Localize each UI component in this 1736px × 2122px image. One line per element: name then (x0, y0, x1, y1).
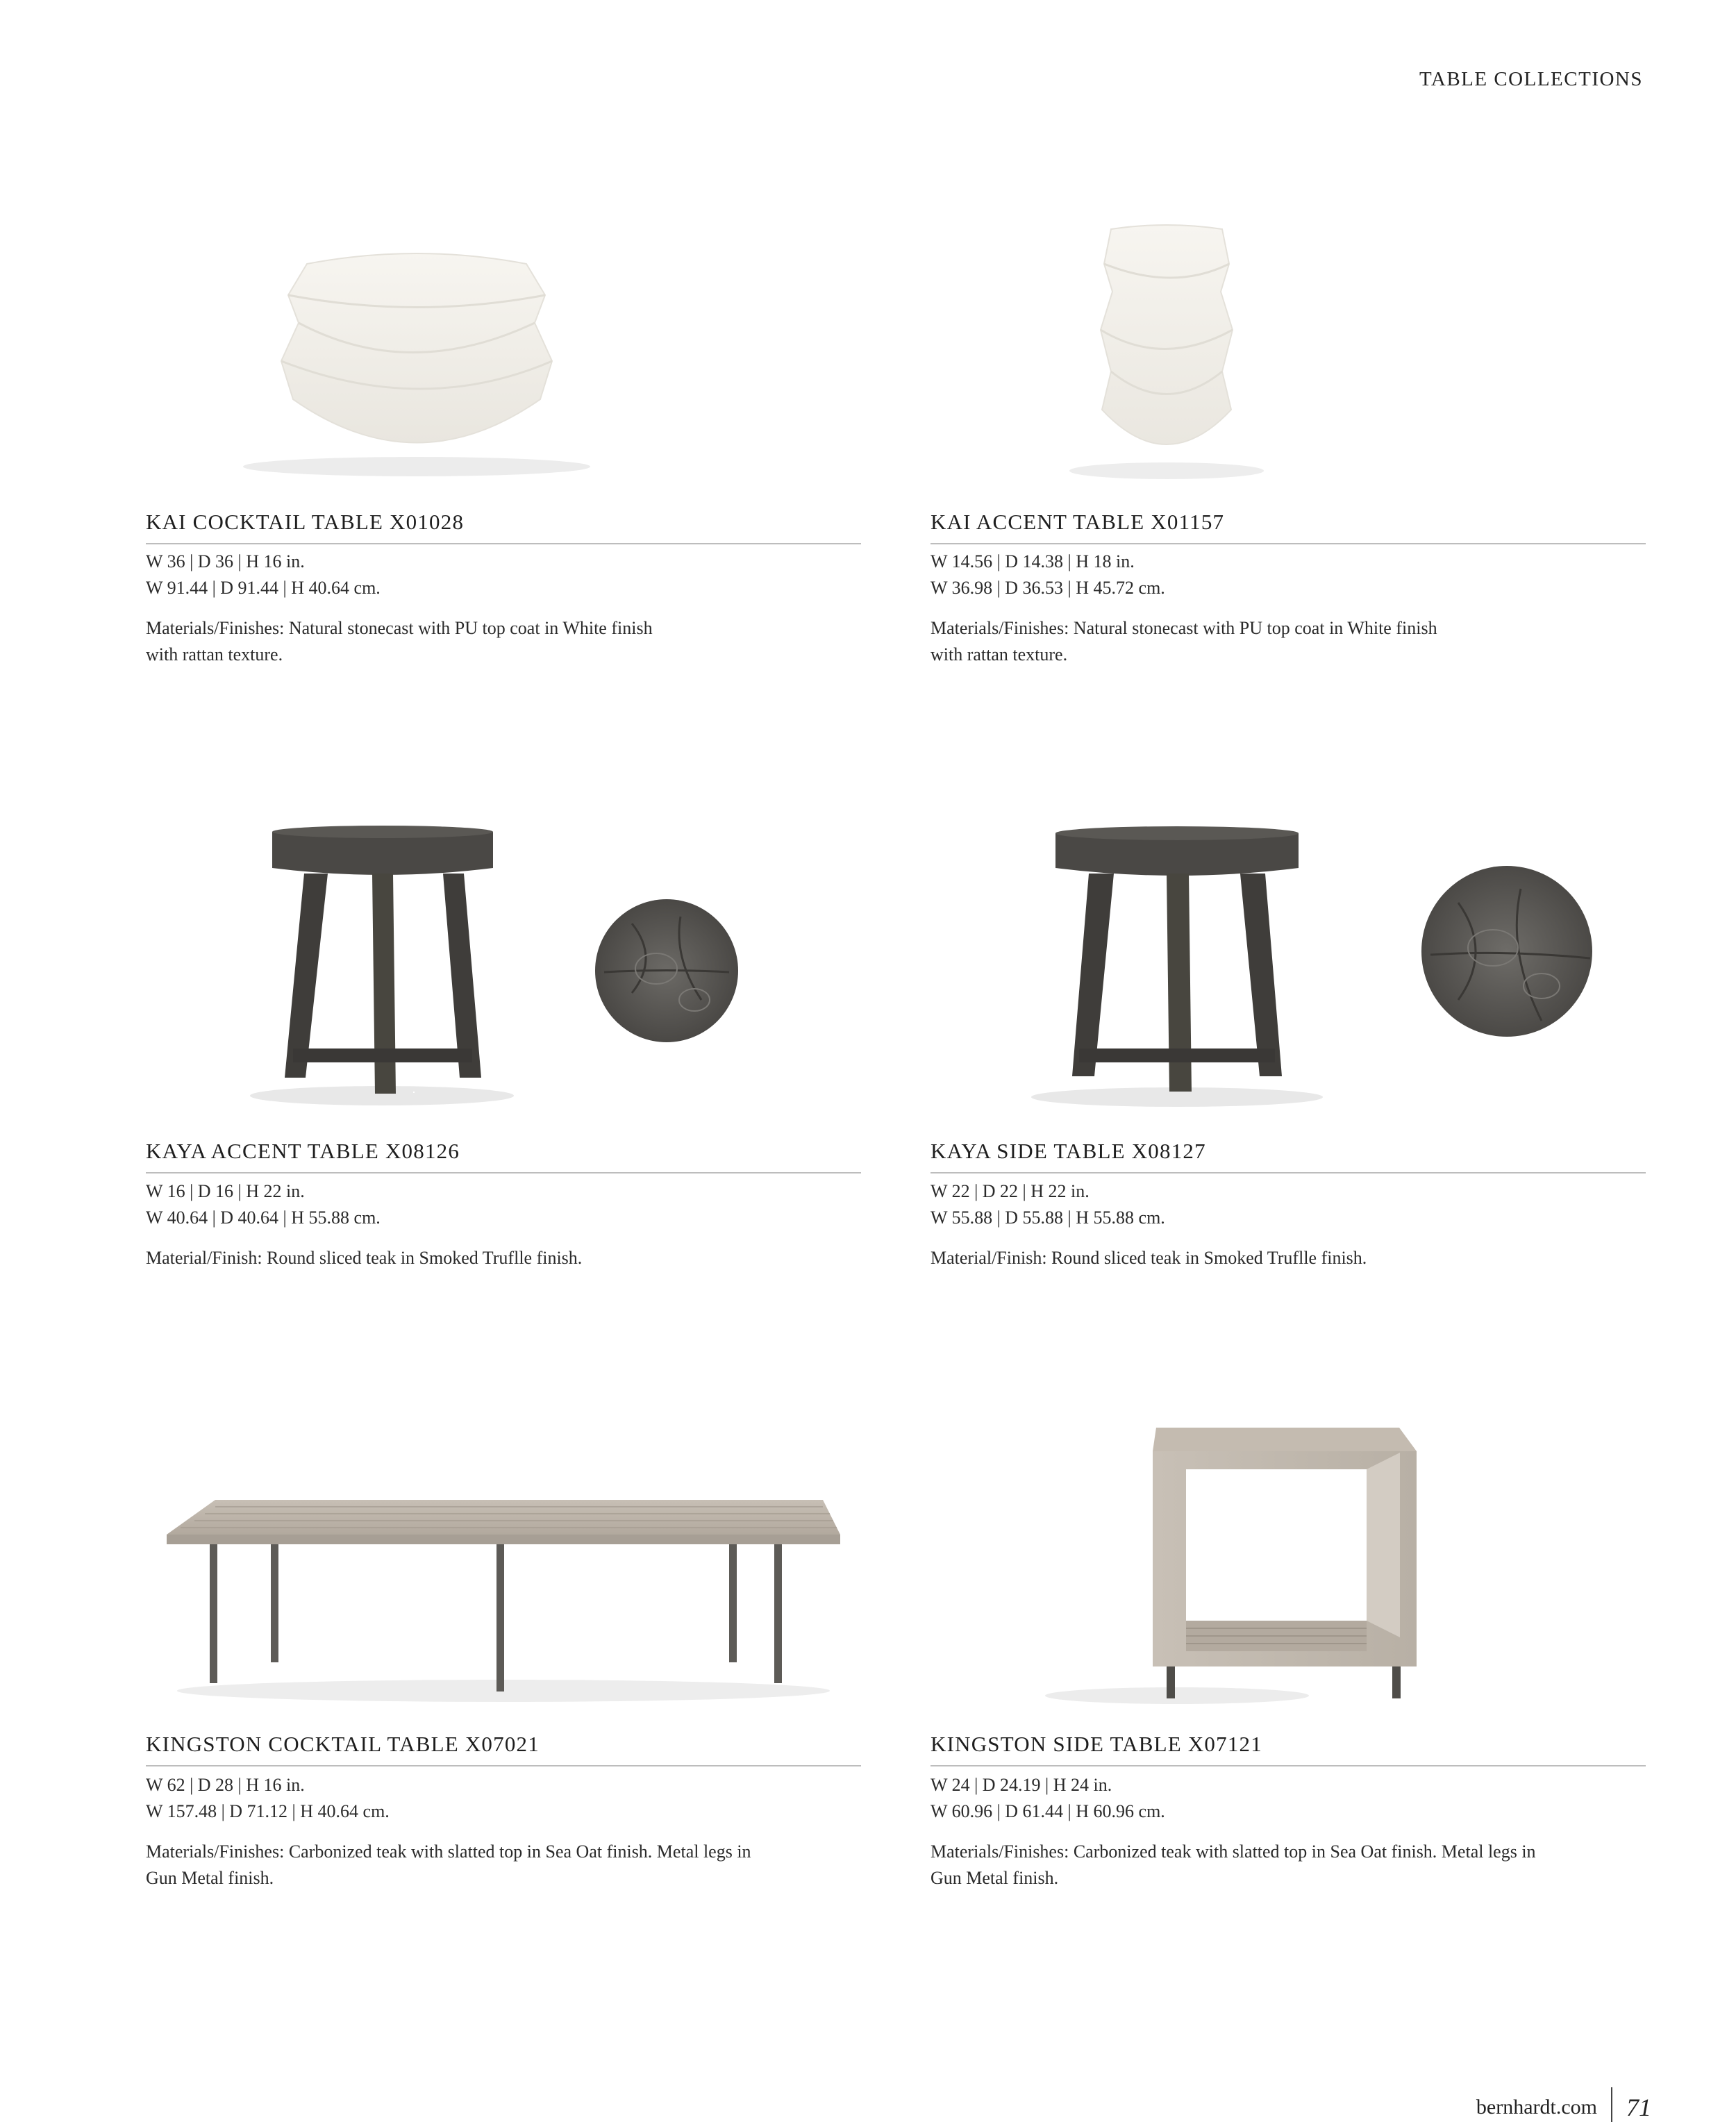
product-image (930, 819, 1646, 1111)
dimensions-cm: W 60.96 | D 61.44 | H 60.96 cm. (930, 1801, 1165, 1821)
materials-line-2: Gun Metal finish. (146, 1868, 274, 1888)
dimensions-cm: W 91.44 | D 91.44 | H 40.64 cm. (146, 578, 381, 598)
product-dimensions (146, 549, 381, 601)
product-image (146, 208, 861, 486)
product-materials (930, 1245, 1646, 1271)
product-materials (930, 1839, 1646, 1891)
product-name: KAYA SIDE TABLE X08127 (930, 1139, 1646, 1173)
product-dimensions (930, 549, 1165, 601)
materials-line-1: Materials/Finishes: Carbonized teak with slatted top in Sea Oat finish. Metal legs in (930, 1841, 1536, 1862)
product-materials (146, 615, 861, 668)
product-dimensions (146, 1772, 390, 1825)
product-name: KAI ACCENT TABLE X01157 (930, 510, 1646, 544)
product-materials (930, 615, 1646, 668)
product-image (930, 1417, 1646, 1708)
dimensions-cm: W 157.48 | D 71.12 | H 40.64 cm. (146, 1801, 390, 1821)
dimensions-inches: W 62 | D 28 | H 16 in. (146, 1775, 305, 1795)
product-dimensions (146, 1178, 381, 1231)
product-image (146, 819, 861, 1111)
product-image (930, 208, 1646, 486)
dimensions-inches: W 14.56 | D 14.38 | H 18 in. (930, 551, 1135, 571)
materials-line-2: with rattan texture. (146, 644, 283, 665)
product-dimensions (930, 1772, 1165, 1825)
dimensions-inches: W 24 | D 24.19 | H 24 in. (930, 1775, 1112, 1795)
dimensions-inches: W 22 | D 22 | H 22 in. (930, 1181, 1090, 1201)
product-name: KAI COCKTAIL TABLE X01028 (146, 510, 861, 544)
dimensions-inches: W 36 | D 36 | H 16 in. (146, 551, 305, 571)
product-name: KAYA ACCENT TABLE X08126 (146, 1139, 861, 1173)
materials-line-1: Material/Finish: Round sliced teak in Smoked Truflle finish. (146, 1248, 583, 1268)
materials-line-1: Materials/Finishes: Natural stonecast with PU top coat in White finish (930, 618, 1437, 638)
dimensions-cm: W 36.98 | D 36.53 | H 45.72 cm. (930, 578, 1165, 598)
dimensions-cm: W 55.88 | D 55.88 | H 55.88 cm. (930, 1208, 1165, 1228)
materials-line-1: Material/Finish: Round sliced teak in Smoked Truflle finish. (930, 1248, 1367, 1268)
dimensions-cm: W 40.64 | D 40.64 | H 55.88 cm. (146, 1208, 381, 1228)
page-number: 71 (1626, 2094, 1651, 2121)
materials-line-1: Materials/Finishes: Natural stonecast with PU top coat in White finish (146, 618, 653, 638)
product-image (146, 1472, 861, 1708)
materials-line-2: Gun Metal finish. (930, 1868, 1059, 1888)
footer-divider (1611, 2087, 1612, 2122)
dimensions-inches: W 16 | D 16 | H 22 in. (146, 1181, 305, 1201)
product-dimensions (930, 1178, 1165, 1231)
section-title: TABLE COLLECTIONS (1419, 68, 1643, 90)
materials-line-1: Materials/Finishes: Carbonized teak with slatted top in Sea Oat finish. Metal legs in (146, 1841, 751, 1862)
product-name: KINGSTON COCKTAIL TABLE X07021 (146, 1732, 861, 1766)
product-name: KINGSTON SIDE TABLE X07121 (930, 1732, 1646, 1766)
product-materials (146, 1839, 861, 1891)
website-url: bernhardt.com (1476, 2096, 1597, 2119)
materials-line-2: with rattan texture. (930, 644, 1068, 665)
product-materials (146, 1245, 861, 1271)
